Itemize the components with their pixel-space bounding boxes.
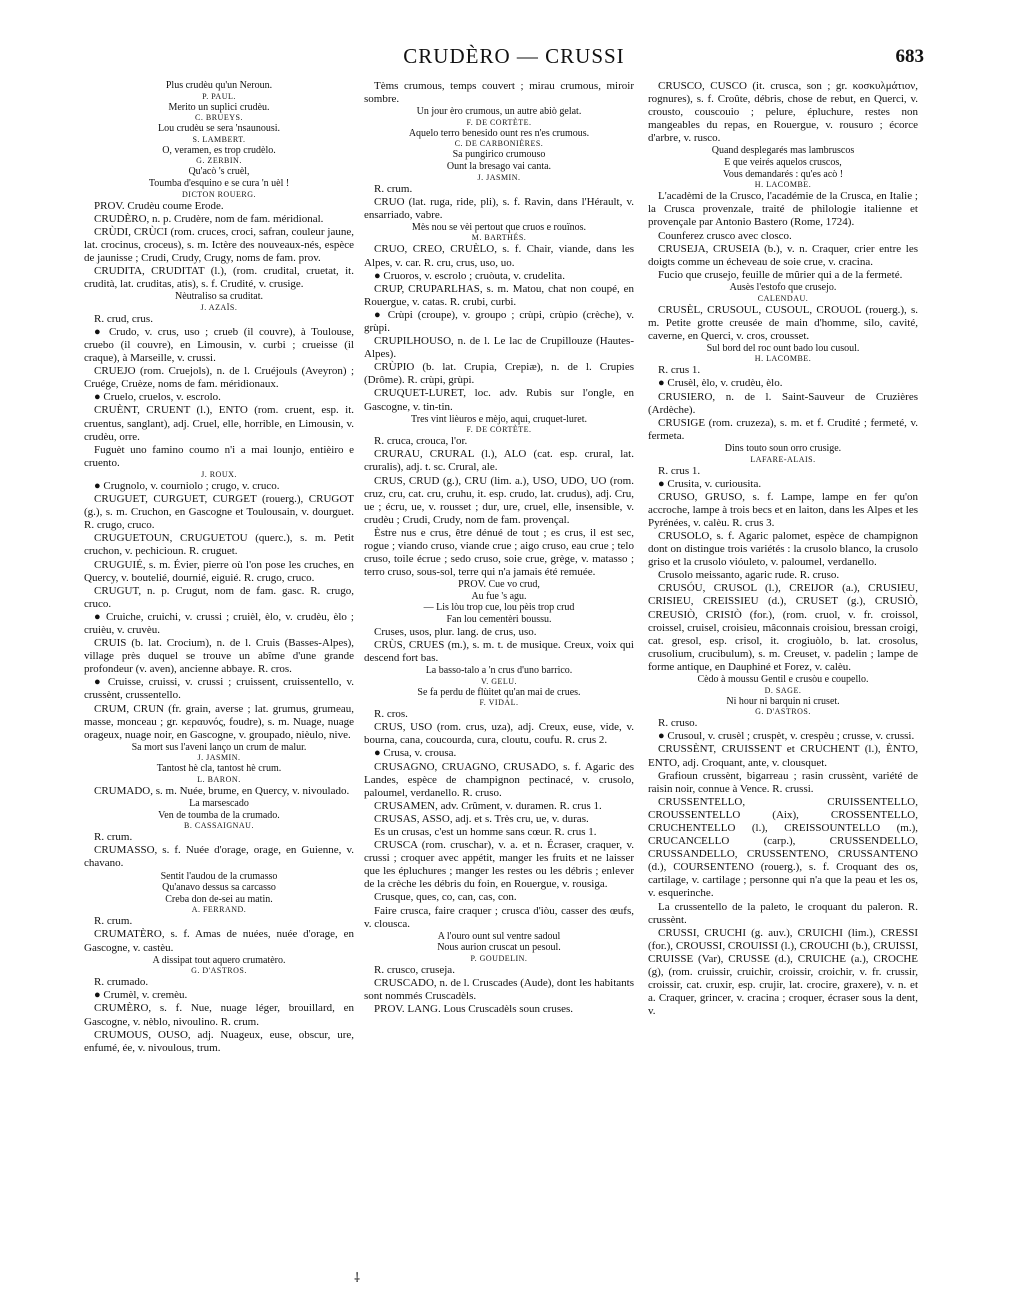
dictionary-entry: CRUGUT, n. p. Crugut, nom de fam. gasc. R. crugo, cruco. (84, 584, 354, 610)
dictionary-entry: Counferez crusco avec closco. (658, 229, 792, 242)
quotation-line: Ven de toumba de la crumado. (158, 809, 280, 821)
quotation-line: — Lis lòu trop cue, lou pèis trop crud (423, 602, 575, 614)
quotation-line: La basso-talo a 'n crus d'uno barrico. (425, 664, 573, 676)
dictionary-entry: CRUP, CRUPARLHAS, s. m. Matou, chat non coupé, en Rouergue, v. catas. R. crubi, curbi. (364, 282, 634, 308)
dictionary-entry: CRUM, CRUN (fr. grain, averse ; lat. grumus, grumeau, masse, monceau ; gr. κεραυνός, foudre), s. m. Nuage, nuage orageux, nuage noir, en Gascogne, v. groupado, nièulo, nive. (84, 702, 354, 741)
dictionary-entry: R. cruca, crouca, l'or. (374, 435, 468, 448)
column-left (84, 80, 354, 1280)
dictionary-entry: CRUQUET-LURET, loc. adv. Rubis sur l'ongle, en Gascogne, v. tin-tin. (364, 387, 634, 413)
dictionary-entry: R. crum. (94, 831, 133, 844)
dictionary-entry: Fuguèt uno famino coumo n'i a mai lounjo, entièiro e cruento. (84, 443, 354, 469)
dictionary-entry: Es un crusas, c'est un homme sans cœur. R. crus 1. (374, 825, 597, 838)
quotation-line: Dins touto soun orro crusige. (724, 442, 842, 454)
dictionary-entry: CRUS, USO (rom. crus, uza), adj. Creux, euse, vide, v. bourna, cana, coucourda, cura, cloutu, coufu. R. crus 2. (364, 721, 634, 747)
dictionary-entry: CRUO, CREO, CRUÈLO, s. f. Chair, viande, dans les Alpes, v. car. R. cru, crus, uso, uo. (364, 243, 634, 269)
dictionary-entry: ● Crugnolo, v. courniolo ; crugo, v. cruco. (94, 479, 280, 492)
dictionary-entry: CRUMASSO, s. f. Nuée d'orage, orage, en Guienne, v. chavano. (84, 844, 354, 870)
page-number: 683 (895, 46, 924, 67)
quotation-line: Sul bord del roc ount bado lou cusoul. (706, 342, 860, 354)
dictionary-entry: CRUSIERO, n. de l. Saint-Sauveur de Cruzières (Ardèche). (648, 390, 918, 416)
quotation-line: Nous aurion cruscat un pesoul. (437, 942, 561, 954)
dictionary-entry: CRUSO, GRUSO, s. f. Lampe, lampe en fer qu'on accroche, lampe à trois becs et en laiton, dans les Alpes et les Pyrénées, v. calèu. R. crus 3. (648, 490, 918, 529)
dictionary-entry: CRUS, CRUD (g.), CRU (lim. a.), USO, UDO, UO (rom. cruz, cru, cat. cru, cruhu, it. esp. crudo, lat. crudus), adj. Cru, ue ; écru, ue, v. rousset ; dur, ure, cruel, elle, insensible, v. crudèu ; Crudi, Crudy, nom de fam. provençal. (364, 474, 634, 526)
dictionary-entry: CRÙPIO (b. lat. Crupia, Crepiæ), n. de l. Crupies (Drôme). R. crùpi, grùpi. (364, 361, 634, 387)
dictionary-entry: ● Cruoros, v. escrolo ; cruòuta, v. crudelita. (374, 269, 565, 282)
dictionary-entry: CRUSAS, ASSO, adj. et s. Très cru, ue, v. duras. (374, 812, 589, 825)
dictionary-entry: CRUSÈL, CRUSOUL, CUSOUL, CROUOL (rouerg.), s. m. Petite grotte creusée de main d'homme, silo, cavité, caverne, en Querci, v. cros, crousset. (648, 303, 918, 342)
quotation-line: Vous demandarés : qu'es acò ! (722, 168, 844, 180)
quotation-line: Sa pungirico crumouso (452, 149, 546, 161)
quotation-line: O, veramen, es trop crudèlo. (162, 144, 276, 156)
citation-author: A. FERRAND. (191, 905, 247, 915)
page-header (104, 44, 924, 74)
quotation-line: Cèdo à moussu Gentil e crusòu e coupello. (697, 674, 869, 686)
dictionary-entry: ● Crumèl, v. cremèu. (94, 989, 188, 1002)
citation-author: G. ZERBIN. (196, 156, 242, 166)
quotation-line: Se fa perdu de flùitet qu'an mai de crues. (417, 686, 581, 698)
quotation-line: Tantost hè cla, tantost hè crum. (156, 763, 282, 775)
citation-author: J. JASMIN. (477, 172, 521, 182)
dictionary-entry: CRUDITA, CRUDITAT (l.), (rom. crudital, cruetat, it. crudità, lat. cruditas, atis), s. f. Crudité, v. crusige. (84, 265, 354, 291)
quotation-line: Ausès l'estofo que crusejo. (729, 281, 837, 293)
dictionary-entry: CRUO (lat. ruga, ride, pli), s. f. Ravin, dans l'Hérault, v. ensarriado, vabre. (364, 195, 634, 221)
dictionary-entry: R. crum. (374, 182, 413, 195)
dictionary-entry: CRUSSENTELLO, CRUISSENTELLO, CROUSSENTELLO (Aix), CROSSENTELLO, CRUCHENTELLO (l.), CREISSOUNTELLO (m.), CRUCANCELLO (carp.), CRUSSENDELLO, CRUSSANDELLO, CRUSSENTENO, CRUSSANTENO (d.), COURSENTENO (rouerg.), s. f. Croquant des os, cartilage, v. cartilage ; personne qui n'a que la peau et les os, v. esquerinche. (648, 795, 918, 900)
quotation-line: Qu'anavo dessus sa carcasso (162, 882, 276, 894)
dictionary-entry: Cruses, usos, plur. lang. de crus, uso. (374, 625, 537, 638)
citation-author: D. SAGE. (764, 685, 802, 695)
dictionary-entry: Fucio que crusejo, feuille de mûrier qui a de la fermeté. (658, 268, 903, 281)
quotation-line: Lou crudèu se sera 'nsaunousi. (157, 123, 281, 135)
quotation-line: Fan lou cementèri boussu. (446, 614, 552, 626)
dictionary-entry: Crusolo meissanto, agaric rude. R. cruso. (658, 569, 840, 582)
column-right (648, 80, 918, 1280)
dictionary-entry: CRUSEJA, CRUSEIA (b.), v. n. Craquer, crier entre les doigts comme un écheveau de soie crue, v. cracina. (648, 242, 918, 268)
dictionary-entry: ● Cruelo, cruelos, v. escrolo. (94, 391, 221, 404)
dictionary-entry: ● Crùpi (croupe), v. groupo ; crùpi, crùpio (crèche), v. grùpi. (364, 308, 634, 334)
citation-author: DICTON ROUERG. (182, 189, 256, 199)
citation-author: F. VIDAL. (479, 698, 519, 708)
dictionary-entry: CRURAU, CRURAL (l.), ALO (cat. esp. crural, lat. cruralis), adj. t. sc. Crural, ale. (364, 448, 634, 474)
citation-author: CALENDAU. (757, 293, 809, 303)
citation-author: H. LACOMBE. (754, 180, 812, 190)
dictionary-entry: PROV. Crudèu coume Erode. (94, 199, 224, 212)
quotation-line: La marsescado (189, 798, 249, 810)
dictionary-entry: R. crusco, cruseja. (374, 963, 455, 976)
citation-author: G. D'ASTROS. (755, 707, 811, 717)
quotation-line: PROV. Cue vo crud, (458, 579, 540, 591)
quotation-line: Un jour èro crumous, un autre abiò gelat. (416, 106, 582, 118)
dictionary-entry: CRUSCADO, n. de l. Cruscades (Aude), dont les habitants sont nommés Cruscadèls. (364, 977, 634, 1003)
quotation-line: Toumba d'esquino e se cura 'n uèl ! (148, 177, 290, 189)
column-marker: ⸸ (354, 1270, 361, 1285)
dictionary-entry: CRUMOUS, OUSO, adj. Nuageux, euse, obscur, ure, enfumé, ée, v. nivoulous, trum. (84, 1028, 354, 1054)
dictionary-entry: Èstre nus e crus, être dénué de tout ; es crus, il est sec, rogue ; viando cruso, viande crue ; aigo cruso, eau crue ; telo cruso, toile écrue ; sedo cruso, soie crue, grège, v. matasso ; terro cruso, sous-sol, terre qui n'a jamais été remuée. (364, 526, 634, 579)
dictionary-entry: ● Cruiche, cruichi, v. crussi ; cruièl, èlo, v. crudèu, èlo ; cruièu, v. cruvèu. (84, 610, 354, 636)
dictionary-entry: ● Crudo, v. crus, uso ; crueb (il couvre), à Toulouse, cruebo (il couvre), en Limousin, v. curbi ; crueisse (il craque), à Marseille, v. crussi. (84, 325, 354, 365)
dictionary-entry: CRUSSI, CRUCHI (g. auv.), CRUICHI (lim.), CRESSI (for.), CROUSSI, CROUISSI (l.), CROUCHI (b.), CRUISSI, CRUISSE (Var), CRUSSE (d.), CRUICHE (a.), CROCHE (g), (rom. cruissir, cruichir, croissir, croichir, v. fr. crussir, croissir, cat. cruxir, esp. crujir, lat. crocire, graxere), v. n. et a. Craquer, grincer, v. cracina ; croquer, écraser sous la dent, v. (648, 926, 918, 1018)
dictionary-entry: CRUIS (b. lat. Crocium), n. de l. Cruis (Basses-Alpes), village près duquel se trouve un abîme d'une grande profondeur (v. aven), ancienne abbaye. R. cros. (84, 637, 354, 676)
quotation-line: Merito un suplici crudèu. (168, 101, 270, 113)
quotation-line: Ni hour ni barquin ni cruset. (726, 695, 840, 707)
dictionary-entry: CRUMADO, s. m. Nuée, brume, en Quercy, v. nivoulado. (94, 785, 350, 797)
dictionary-entry: PROV. LANG. Lous Cruscadèls soun cruses. (374, 1003, 574, 1016)
quotation-line: Quand desplegarés mas lambruscos (711, 145, 855, 157)
quotation-line: E que veirés aquelos cruscos, (724, 157, 842, 169)
citation-author: P. PAUL. (202, 91, 236, 101)
dictionary-entry: ● Crusita, v. curiousita. (658, 477, 762, 490)
quotation-line: Mès nou se vèi pertout que cruos e rouïnos. (411, 221, 587, 233)
dictionary-entry: L'acadèmi de la Crusco, l'académie de la Crusca, en Italie ; la Crusca provenzale, traité de philologie italienne et provençale par Antonio Bastero (Rome, 1724). (648, 190, 918, 229)
dictionary-entry: ● Crusoul, v. crusèl ; cruspèt, v. crespèu ; crusse, v. crussi. (658, 730, 915, 743)
quotation-line: Aquelo terro benesido ount res n'es crumous. (408, 127, 590, 139)
citation-author: J. AZAÏS. (200, 302, 238, 312)
dictionary-entry: R. crus 1. (658, 464, 701, 477)
dictionary-entry: CRUSOLO, s. f. Agaric palomet, espèce de champignon dont on distingue trois variétés : la crusolo blanco, la crusolo griso et la crusolo vióuleto, v. paloumel, verdanello. (648, 530, 918, 569)
citation-author: C. BRUEYS. (195, 113, 243, 123)
dictionary-entry: ● Crusèl, èlo, v. crudèu, èlo. (658, 377, 783, 390)
dictionary-entry: Tèms crumous, temps couvert ; mirau crumous, miroir sombre. (364, 80, 634, 106)
dictionary-entry: CRUPILHOUSO, n. de l. Le lac de Crupillouze (Hautes-Alpes). (364, 335, 634, 361)
dictionary-entry: CRUSÓU, CRUSOL (l.), CREIJOR (a.), CRUSIEU, CRISIEU, CREISSIEU (d.), CRUSET (g.), CRUSIÒ, CREUSIÒ, CRISIÒ (for.), (rom. cruol, v. fr. croissol, croissel, cruisel, croisieu, mâconnais croisiou, bressan croigi, cat. gresol, esp. crisol, it. crogiuòlo, b. lat. crosolus, crusolium, crucibulum), s. m. Creuset, v. padelin ; lampe de forme antique, en Dauphiné et Forez, v. calèu. (648, 582, 918, 673)
dictionary-entry: R. crumado. (94, 976, 149, 989)
dictionary-entry: Faire crusca, faire craquer ; crusca d'iòu, casser des œufs, v. clousca. (364, 904, 634, 930)
quotation-line: Nèutraliso sa cruditat. (174, 291, 264, 303)
dictionary-entry: La crussentello de la paleto, le croquant du paleron. R. crussènt. (648, 900, 918, 926)
quotation-line: Tres vint lièuros e mèjo, aqui, cruquet-luret. (411, 413, 587, 425)
quotation-line: Qu'acò 's cruèl, (188, 166, 250, 178)
dictionary-entry: CRUMATÈRO, s. f. Amas de nuées, nuée d'orage, en Gascogne, v. castèu. (84, 928, 354, 954)
dictionary-entry: CRUSCA (rom. cruschar), v. a. et n. Écraser, craquer, v. crussi ; croquer avec appétit, manger les fruits et ne laisser que les épluchures ; manger les restes ou les débris ; enlever de la crèche les débris du foin, en Rouergue, v. rousiga. (364, 839, 634, 891)
dictionary-entry: CRUSCO, CUSCO (it. crusca, son ; gr. κοσκυλμάτιον, rognures), s. f. Croûte, débris, chose de rebut, en Querci, v. crousto, couscouio ; pelure, épluchure, restes non mangeables du repas, en Rouergue, v. rousuro ; écorce d'arbre, v. rusco. (648, 80, 918, 145)
citation-author: G. D'ASTROS. (191, 966, 247, 976)
citation-author: P. GOUDELIN. (470, 953, 528, 963)
citation-author: V. GELU. (480, 676, 518, 686)
dictionary-entry: R. crud, crus. (94, 312, 153, 325)
dictionary-entry: R. cros. (374, 708, 408, 721)
citation-author: M. BARTHÉS. (471, 233, 527, 243)
dictionary-entry: CRUEJO (rom. Cruejols), n. de l. Cruéjouls (Aveyron) ; Cruége, Cruèze, noms de fam. méridionaux. (84, 365, 354, 391)
dictionary-entry: CRUGUIÉ, s. m. Évier, pierre où l'on pose les cruches, en Quercy, v. boutelié, dournié, eiguié. R. crugo, cruco. (84, 558, 354, 584)
citation-author: B. CASSAIGNAU. (184, 821, 254, 831)
running-title: CRUDÈRO — CRUSSI (403, 44, 625, 68)
dictionary-entry: CRUSAGNO, CRUAGNO, CRUSADO, s. f. Agaric des Landes, espèce de champignon pectinacé, v. crusolo, paloumel, verdanello. R. cruso. (364, 760, 634, 799)
dictionary-entry: R. cruso. (658, 717, 698, 730)
column-middle (364, 80, 634, 1280)
dictionary-entry: CRUGUETOUN, CRUGUETOU (querc.), s. m. Petit cruchon, v. pechicioun. R. cruguet. (84, 532, 354, 558)
citation-author: J. JASMIN. (197, 753, 241, 763)
quotation-line: Ount la bresago vai canta. (446, 160, 552, 172)
dictionary-entry: ● Cruisse, cruissi, v. crussi ; cruissent, cruissentello, v. crussènt, crussentello. (84, 676, 354, 702)
quotation-line: Creba don de-sei au matin. (165, 893, 273, 905)
dictionary-entry: CRUSSÈNT, CRUISSENT et CRUCHENT (l.), ÈNTO, ENTO, adj. Croquant, ante, v. clousquet. (648, 743, 918, 769)
quotation-line: Sentit l'audou de la crumasso (160, 870, 278, 882)
quotation-line: Au fue 's agu. (471, 590, 527, 602)
citation-author: F. DE CORTÈTE. (466, 117, 532, 127)
dictionary-entry: ● Crusa, v. crousa. (374, 747, 457, 760)
dictionary-entry: CRÙS, CRUES (m.), s. m. t. de musique. Creux, voix qui descend fort bas. (364, 638, 634, 664)
dictionary-entry: Grafioun crussènt, bigarreau ; rasin crussènt, variété de raisin noir, connue à Vence. R. crussi. (648, 769, 918, 795)
dictionary-entry: Crusque, ques, co, can, cas, con. (374, 891, 517, 904)
citation-author: J. ROUX. (201, 469, 237, 479)
citation-author: L. BARON. (197, 775, 241, 784)
dictionary-entry: CRUÈNT, CRUENT (l.), ENTO (rom. cruent, esp. it. cruentus, sanglant), adj. Cruel, elle, horrible, en Limousin, v. crudèu, orre. (84, 404, 354, 443)
quotation-line: A l'ouro ount sul ventre sadoul (437, 930, 561, 942)
dictionary-entry: CRUDÈRO, n. p. Crudère, nom de fam. méridional. (94, 212, 324, 225)
citation-author: LAFARE-ALAIS. (750, 454, 816, 464)
quotation-line: A dissipat tout aquero crumatèro. (152, 954, 286, 966)
dictionary-entry: CRUSIGE (rom. cruzeza), s. m. et f. Crudité ; fermeté, v. fermeta. (648, 416, 918, 442)
dictionary-entry: CRUSAMEN, adv. Crûment, v. duramen. R. crus 1. (374, 799, 602, 812)
citation-author: F. DE CORTÈTE. (466, 425, 532, 435)
citation-author: C. DE CARBONIÈRES. (454, 139, 544, 149)
dictionary-entry: CRUGUET, CURGUET, CURGET (rouerg.), CRUGOT (g.), s. m. Cruchon, en Gascogne et Toulousain, v. dourguet. R. crugo, cruco. (84, 493, 354, 532)
quotation-line: Plus crudèu qu'un Neroun. (165, 80, 273, 91)
quotation-line: Sa mort sus l'aveni lanço un crum de malur. (131, 741, 307, 753)
dictionary-entry: CRUMÈRO, s. f. Nue, nuage léger, brouillard, en Gascogne, v. nèblo, nivoulino. R. crum. (84, 1002, 354, 1028)
citation-author: S. LAMBERT. (192, 134, 246, 144)
dictionary-entry: R. crus 1. (658, 364, 701, 377)
citation-author: H. LACOMBE. (754, 354, 812, 364)
dictionary-entry: CRÙDI, CRÙCI (rom. cruces, croci, safran, couleur jaune, lat. crocinus, croceus), s. m. Ictère des nouveaux-nés, espèce de jaunisse ; Crudi, Crudy, Crugy, noms de fam. prov. (84, 225, 354, 264)
dictionary-entry: R. crum. (94, 915, 133, 928)
